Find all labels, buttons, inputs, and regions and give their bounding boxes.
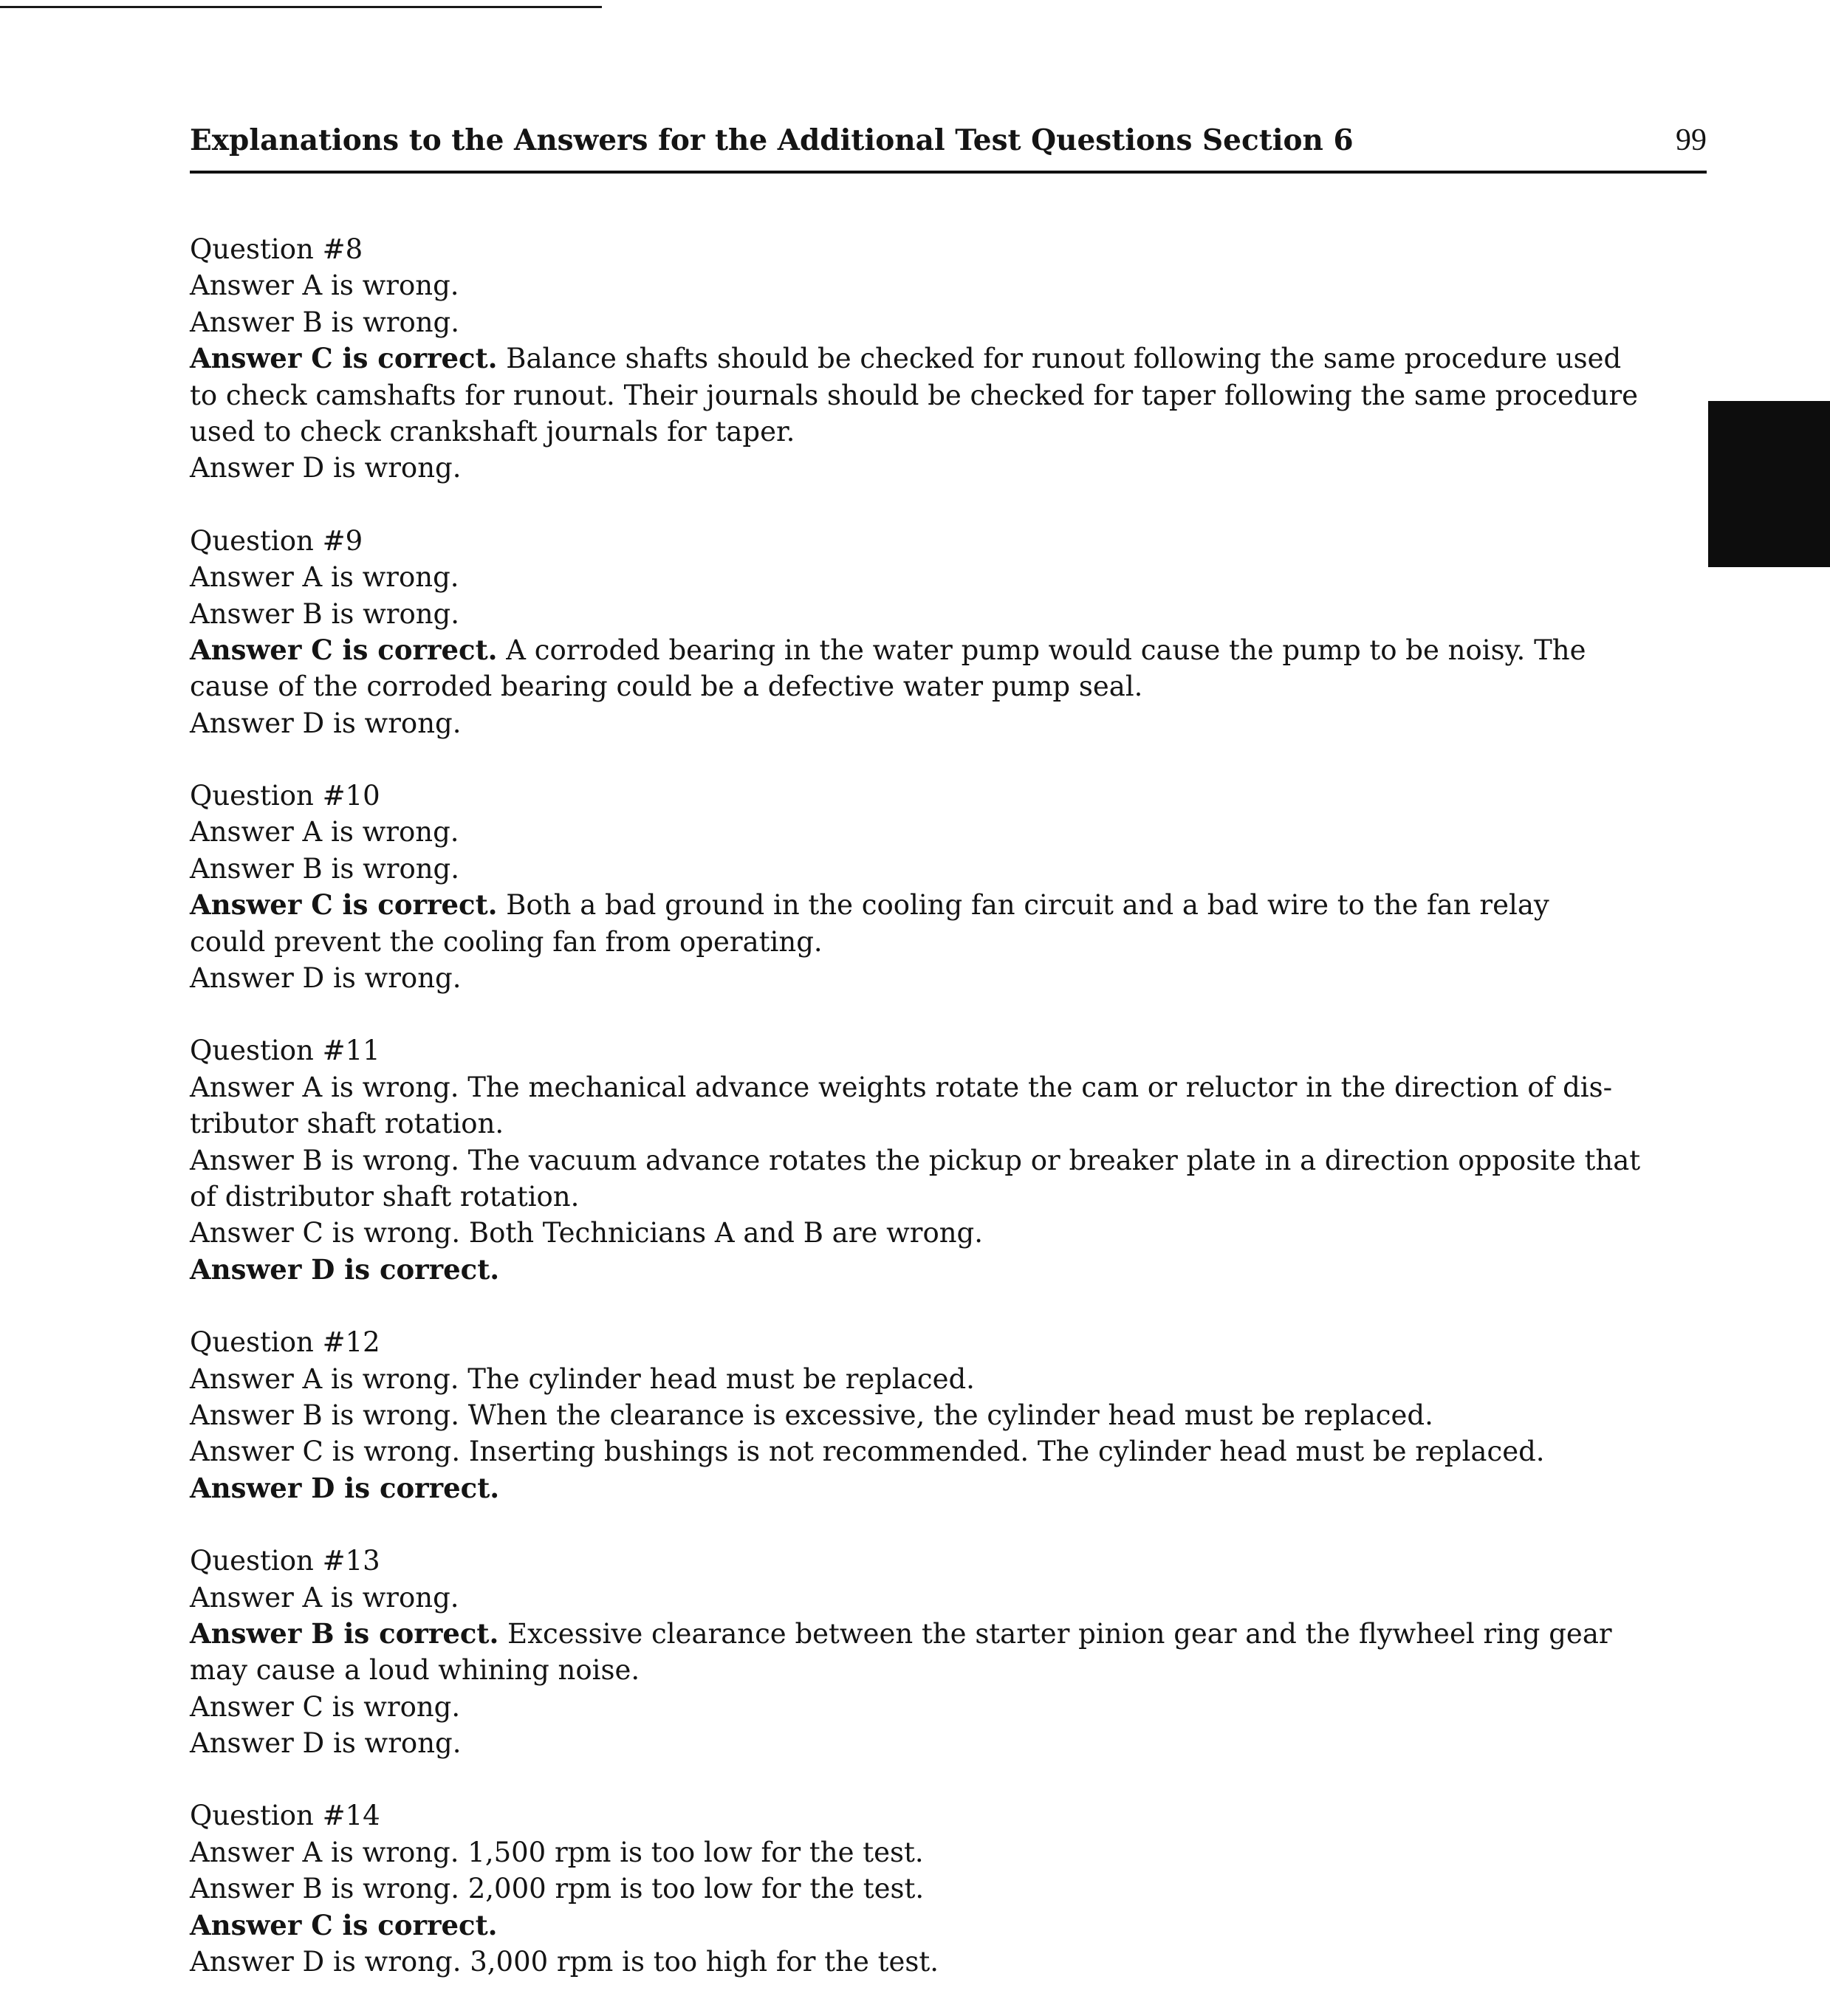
question-block bbox=[190, 1797, 1704, 1980]
answer-line bbox=[190, 887, 1704, 923]
question-block bbox=[190, 1543, 1704, 1761]
answer-text: could prevent the cooling fan from operating. bbox=[190, 925, 823, 958]
answer-line bbox=[190, 1252, 1704, 1288]
answer-text: Answer A is wrong. The cylinder head must be replaced. bbox=[190, 1362, 975, 1395]
question-heading: Question #10 bbox=[190, 780, 380, 812]
answer-line bbox=[190, 340, 1704, 377]
answer-line bbox=[190, 705, 1704, 741]
answer-text: Answer D is wrong. bbox=[190, 1727, 462, 1760]
answer-text: Balance shafts should be checked for runout following the same procedure used bbox=[497, 343, 1622, 375]
answer-line bbox=[190, 924, 1704, 960]
answer-line bbox=[190, 1215, 1704, 1251]
question-block bbox=[190, 1324, 1704, 1506]
correct-answer-label: Answer C is correct. bbox=[190, 633, 498, 666]
answer-line bbox=[190, 1834, 1704, 1871]
answer-text: of distributor shaft rotation. bbox=[190, 1180, 580, 1213]
answer-text: Answer C is wrong. Inserting bushings is not recommended. The cylinder head must be replaced. bbox=[190, 1436, 1545, 1468]
answer-line bbox=[190, 1580, 1704, 1616]
answer-text: may cause a loud whining noise. bbox=[190, 1654, 640, 1687]
answer-line bbox=[190, 1069, 1704, 1105]
answer-text: tributor shaft rotation. bbox=[190, 1108, 504, 1140]
header-title: Explanations to the Answers for the Additional Test Questions Section 6 bbox=[190, 123, 1354, 157]
correct-answer-label: Answer D is correct. bbox=[190, 1471, 500, 1504]
answer-line bbox=[190, 1907, 1704, 1944]
top-rule bbox=[0, 6, 602, 8]
question-heading: Question #13 bbox=[190, 1545, 380, 1577]
question-heading: Question #11 bbox=[190, 1035, 380, 1067]
answer-line bbox=[190, 559, 1704, 595]
correct-answer-label: Answer B is correct. bbox=[190, 1616, 499, 1650]
answer-text: Answer D is wrong. bbox=[190, 452, 462, 484]
answer-text: Answer B is wrong. bbox=[190, 852, 459, 885]
answer-line bbox=[190, 1179, 1704, 1215]
answer-line bbox=[190, 1397, 1704, 1433]
answer-text: Answer D is wrong. bbox=[190, 962, 462, 995]
correct-answer-label: Answer C is correct. bbox=[190, 342, 498, 375]
answer-text: Answer A is wrong. bbox=[190, 561, 459, 594]
answer-line bbox=[190, 596, 1704, 632]
answer-line bbox=[190, 1361, 1704, 1397]
answer-text: Answer B is wrong. The vacuum advance rotates the pickup or breaker plate in a direction opposite that bbox=[190, 1144, 1641, 1176]
answer-line bbox=[190, 1470, 1704, 1506]
answer-line bbox=[190, 304, 1704, 340]
answer-line bbox=[190, 960, 1704, 996]
answer-line bbox=[190, 1689, 1704, 1725]
question-heading: Question #14 bbox=[190, 1800, 380, 1832]
page-number: 99 bbox=[1676, 123, 1707, 157]
answer-text: Answer A is wrong. bbox=[190, 816, 459, 848]
answer-text: Answer D is wrong. 3,000 rpm is too high for the test. bbox=[190, 1946, 939, 1978]
question-block bbox=[190, 778, 1704, 996]
answer-text: Answer A is wrong. bbox=[190, 270, 459, 302]
answer-line bbox=[190, 851, 1704, 887]
running-header bbox=[190, 120, 1707, 174]
answer-line bbox=[190, 450, 1704, 486]
answer-text: Answer A is wrong. bbox=[190, 1581, 459, 1614]
answer-text: Answer A is wrong. 1,500 rpm is too low for the test. bbox=[190, 1836, 924, 1868]
answer-line bbox=[190, 377, 1704, 414]
answer-line bbox=[190, 267, 1704, 304]
question-block bbox=[190, 1032, 1704, 1288]
answer-text: cause of the corroded bearing could be a defective water pump seal. bbox=[190, 671, 1143, 703]
answer-line bbox=[190, 632, 1704, 668]
correct-answer-label: Answer C is correct. bbox=[190, 888, 498, 922]
question-heading: Question #12 bbox=[190, 1326, 380, 1359]
answer-line bbox=[190, 668, 1704, 704]
question-block bbox=[190, 523, 1704, 741]
answer-line bbox=[190, 1142, 1704, 1179]
answer-text: Answer C is wrong. Both Technicians A and B are wrong. bbox=[190, 1217, 983, 1249]
answer-line bbox=[190, 1944, 1704, 1980]
answer-line bbox=[190, 1725, 1704, 1761]
answer-text: Answer A is wrong. The mechanical advance weights rotate the cam or reluctor in the direction of dis- bbox=[190, 1071, 1613, 1103]
answer-text: Answer D is wrong. bbox=[190, 707, 462, 739]
answer-line bbox=[190, 1105, 1704, 1142]
answer-text: Answer B is wrong. 2,000 rpm is too low for the test. bbox=[190, 1873, 925, 1905]
answer-text: Both a bad ground in the cooling fan circuit and a bad wire to the fan relay bbox=[497, 889, 1549, 922]
question-heading: Question #9 bbox=[190, 524, 363, 557]
answer-line bbox=[190, 1871, 1704, 1907]
answers-body bbox=[190, 231, 1704, 2016]
answer-text: Answer B is wrong. bbox=[190, 597, 459, 630]
answer-line bbox=[190, 1652, 1704, 1688]
answer-text: used to check crankshaft journals for taper. bbox=[190, 415, 795, 448]
answer-text: Answer B is wrong. When the clearance is excessive, the cylinder head must be replaced. bbox=[190, 1399, 1433, 1431]
answer-text: A corroded bearing in the water pump would cause the pump to be noisy. The bbox=[497, 634, 1586, 666]
question-heading: Question #8 bbox=[190, 233, 363, 265]
thumb-index-tab bbox=[1708, 401, 1830, 567]
answer-text: Answer B is wrong. bbox=[190, 306, 459, 338]
correct-answer-label: Answer C is correct. bbox=[190, 1908, 498, 1941]
answer-line bbox=[190, 1616, 1704, 1652]
answer-text: Excessive clearance between the starter pinion gear and the flywheel ring gear bbox=[498, 1617, 1612, 1650]
answer-line bbox=[190, 1433, 1704, 1470]
question-block bbox=[190, 231, 1704, 487]
answer-text: Answer C is wrong. bbox=[190, 1690, 461, 1723]
answer-line bbox=[190, 414, 1704, 450]
answer-text: to check camshafts for runout. Their journals should be checked for taper following the same procedure bbox=[190, 379, 1639, 411]
answer-line bbox=[190, 814, 1704, 850]
correct-answer-label: Answer D is correct. bbox=[190, 1252, 500, 1286]
